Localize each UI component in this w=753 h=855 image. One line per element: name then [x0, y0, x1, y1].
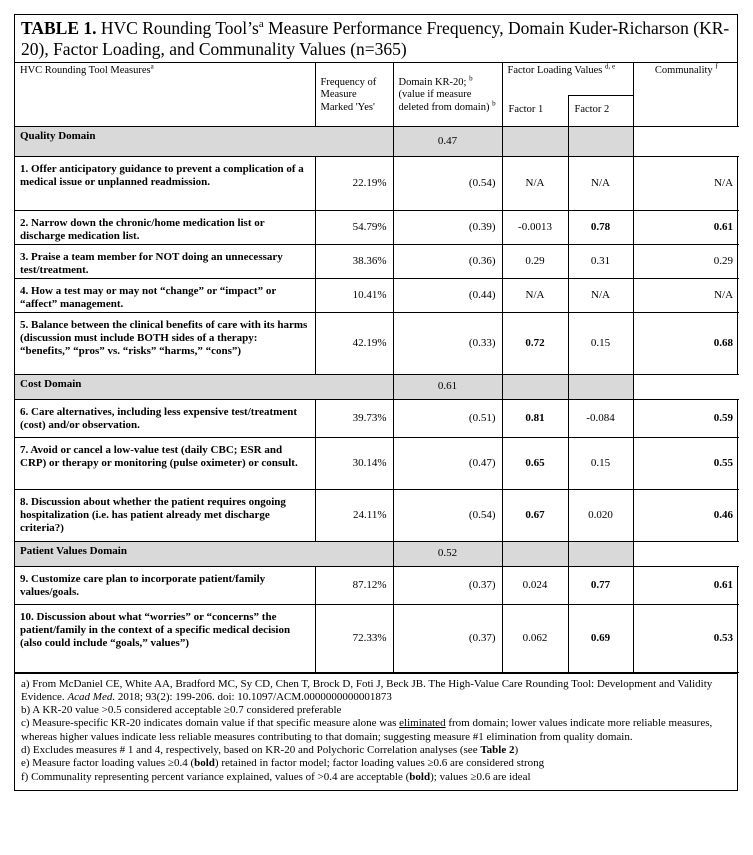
table-row: [15, 437, 739, 489]
kr20-cell: (0.54): [393, 156, 502, 210]
table-frame: [14, 14, 738, 791]
domain-kr20: 0.52: [393, 541, 502, 566]
factor1-cell: -0.0013: [502, 210, 568, 244]
header-row-1: [15, 63, 739, 95]
frequency-cell: 42.19%: [315, 312, 393, 374]
domain-blank-cell: [502, 374, 568, 399]
table-row: [15, 210, 739, 244]
table-title: [15, 15, 737, 63]
factor2-cell: 0.31: [568, 244, 633, 278]
frequency-cell: 24.11%: [315, 489, 393, 541]
domain-blank-cell: [633, 126, 739, 156]
measure-cell: 8. Discussion about whether the patient requires ongoing hospitalization (i.e. has patient already met discharge criteria?): [15, 489, 315, 541]
domain-name: Patient Values Domain: [15, 541, 393, 566]
table-row: [15, 156, 739, 210]
domain-kr20: 0.61: [393, 374, 502, 399]
table-title-sup: a: [258, 18, 264, 31]
factor1-cell: 0.062: [502, 604, 568, 672]
header-factor2: Factor 2: [568, 95, 633, 126]
communality-cell: 0.59: [633, 399, 739, 437]
header-communality: Communality $^f$: [633, 63, 739, 126]
kr20-cell: (0.47): [393, 437, 502, 489]
factor2-cell: -0.084: [568, 399, 633, 437]
factor2-cell: 0.77: [568, 566, 633, 604]
factor1-cell: 0.65: [502, 437, 568, 489]
factor1-cell: 0.67: [502, 489, 568, 541]
communality-cell: 0.55: [633, 437, 739, 489]
communality-cell: 0.29: [633, 244, 739, 278]
factor1-cell: 0.81: [502, 399, 568, 437]
measure-cell: 2. Narrow down the chronic/home medication list or discharge medication list.: [15, 210, 315, 244]
kr20-cell: (0.44): [393, 278, 502, 312]
factor2-cell: 0.15: [568, 437, 633, 489]
table-row: [15, 244, 739, 278]
table-row: [15, 312, 739, 374]
frequency-cell: 10.41%: [315, 278, 393, 312]
kr20-cell: (0.51): [393, 399, 502, 437]
footnote-f: f) Communality representing percent variance explained, values of >0.4 are acceptable (bold); values ≥0.6 are ideal: [21, 770, 531, 783]
factor2-cell: 0.020: [568, 489, 633, 541]
frequency-cell: 38.36%: [315, 244, 393, 278]
factor1-cell: 0.29: [502, 244, 568, 278]
domain-kr20: 0.47: [393, 126, 502, 156]
frequency-cell: 72.33%: [315, 604, 393, 672]
factor2-cell: N/A: [568, 278, 633, 312]
domain-row: [15, 541, 739, 566]
measure-cell: 7. Avoid or cancel a low-value test (daily CBC; ESR and CRP) or therapy or monitoring (pulse oximeter) or consult.: [15, 437, 315, 489]
communality-cell: 0.46: [633, 489, 739, 541]
measure-cell: 5. Balance between the clinical benefits of care with its harms (discussion must include BOTH sides of a therapy: “benefits,” “pros” vs. “risks” “harms,” “cons”): [15, 312, 315, 374]
frequency-cell: 39.73%: [315, 399, 393, 437]
frequency-cell: 30.14%: [315, 437, 393, 489]
header-factor-loading: Factor Loading Values $^{d, e}$: [502, 63, 633, 95]
measure-cell: 1. Offer anticipatory guidance to prevent a complication of a medical issue or unplanned readmission.: [15, 156, 315, 210]
frequency-cell: 87.12%: [315, 566, 393, 604]
table-row: [15, 399, 739, 437]
kr20-cell: (0.54): [393, 489, 502, 541]
factor2-cell: N/A: [568, 156, 633, 210]
domain-blank-cell: [568, 126, 633, 156]
domain-blank-cell: [502, 126, 568, 156]
header-factor1: Factor 1: [502, 95, 568, 126]
factor2-cell: 0.78: [568, 210, 633, 244]
measure-cell: 3. Praise a team member for NOT doing an unnecessary test/treatment.: [15, 244, 315, 278]
factor1-cell: N/A: [502, 156, 568, 210]
communality-cell: 0.61: [633, 566, 739, 604]
kr20-cell: (0.36): [393, 244, 502, 278]
domain-blank-cell: [633, 374, 739, 399]
domain-blank-cell: [502, 541, 568, 566]
domain-blank-cell: [568, 374, 633, 399]
measure-cell: 9. Customize care plan to incorporate patient/family values/goals.: [15, 566, 315, 604]
communality-cell: N/A: [633, 278, 739, 312]
communality-cell: 0.61: [633, 210, 739, 244]
measure-cell: 10. Discussion about what “worries” or “concerns” the patient/family in the context of a specific medical decision (also could include “goals,” values”): [15, 604, 315, 672]
header-kr20: Domain KR-20; $^b$ (value if measure deleted from domain) $^b$: [393, 63, 502, 126]
header-frequency: Frequency of Measure Marked 'Yes': [315, 63, 393, 126]
footnote-a: a) From McDaniel CE, White AA, Bradford MC, Sy CD, Chen T, Brock D, Foti J, Beck JB. The High-Value Care Rounding Tool: Development and Validity Evidence. Acad Med. 2018; 93(2): 199-206. doi: 10.1097/ACM.0000000000001873: [21, 677, 713, 703]
frequency-cell: 22.19%: [315, 156, 393, 210]
table-title-label: TABLE 1.: [21, 18, 97, 38]
measure-cell: 4. How a test may or may not “change” or “impact” or “affect” management.: [15, 278, 315, 312]
factor2-cell: 0.69: [568, 604, 633, 672]
table-title-text-b: Measure Performance Frequency, Domain Kuder-Richarson (KR-20), Factor Loading, and Communality Values (n=365): [21, 18, 730, 59]
kr20-cell: (0.33): [393, 312, 502, 374]
factor2-cell: 0.15: [568, 312, 633, 374]
domain-name: Cost Domain: [15, 374, 393, 399]
factor1-cell: 0.72: [502, 312, 568, 374]
table-row: [15, 566, 739, 604]
kr20-cell: (0.37): [393, 566, 502, 604]
footnotes: [15, 673, 737, 790]
domain-row: [15, 374, 739, 399]
factor1-cell: 0.024: [502, 566, 568, 604]
domain-blank-cell: [633, 541, 739, 566]
table-row: [15, 489, 739, 541]
domain-blank-cell: [568, 541, 633, 566]
communality-cell: N/A: [633, 156, 739, 210]
communality-cell: 0.53: [633, 604, 739, 672]
footnote-e: e) Measure factor loading values ≥0.4 (bold) retained in factor model; factor loading values ≥0.6 are considered strong: [21, 757, 545, 770]
table-body: [15, 126, 739, 672]
table-title-text-a: HVC Rounding Tool’s: [96, 18, 259, 38]
frequency-cell: 54.79%: [315, 210, 393, 244]
data-table: [15, 63, 739, 673]
kr20-cell: (0.37): [393, 604, 502, 672]
domain-name: Quality Domain: [15, 126, 393, 156]
footnote-b: b) A KR-20 value >0.5 considered acceptable ≥0.7 considered preferable: [21, 704, 342, 717]
kr20-cell: (0.39): [393, 210, 502, 244]
footnote-c: c) Measure-specific KR-20 indicates domain value if that specific measure alone was eliminated from domain; lower values indicate more reliable measures, whereas higher values indicate less reliable measures contributing to that domain; suggesting measure #1 elimination from quality domain.: [21, 717, 713, 743]
factor1-cell: N/A: [502, 278, 568, 312]
communality-cell: 0.68: [633, 312, 739, 374]
footnote-d: d) Excludes measures # 1 and 4, respectively, based on KR-20 and Polychoric Correlation analyses (see Table 2): [21, 743, 519, 756]
header-measures: HVC Rounding Tool Measures$^a$: [15, 63, 315, 126]
table-row: [15, 278, 739, 312]
measure-cell: 6. Care alternatives, including less expensive test/treatment (cost) and/or observation.: [15, 399, 315, 437]
table-row: [15, 604, 739, 672]
domain-row: [15, 126, 739, 156]
